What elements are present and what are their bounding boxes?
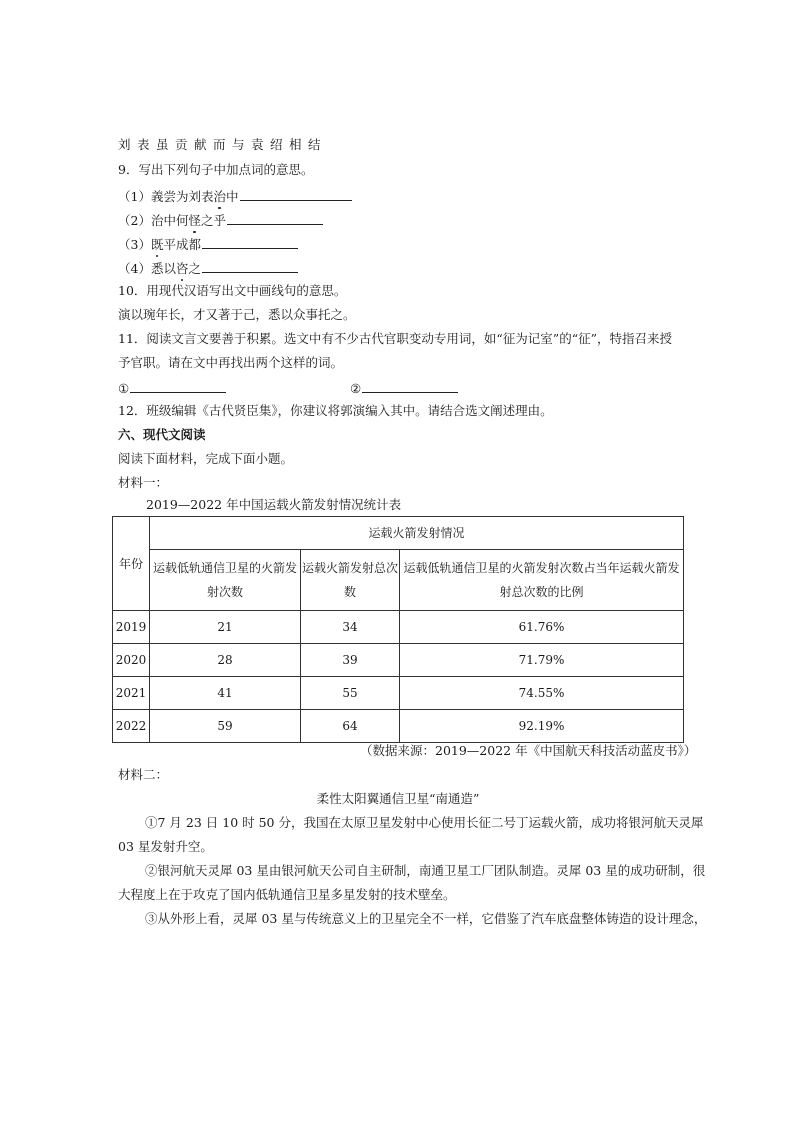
- cell-leo: 59: [150, 710, 301, 743]
- group-header: 运载火箭发射情况: [150, 517, 684, 550]
- table-title: 2019—2022 年中国运载火箭发射情况统计表: [146, 497, 402, 512]
- paragraph-2-line1: ②银河航天灵犀 03 星由银河航天公司自主研制，南通卫星工厂团队制造。灵犀 03 星的成功研制，很: [145, 863, 706, 878]
- section-6-instructions: 阅读下面材料，完成下面小题。: [118, 451, 294, 466]
- cell-total: 39: [301, 644, 400, 677]
- question-10-sentence: 演以琬年长，才又著于己，悉以众事托之。: [118, 307, 356, 322]
- section-6-heading: 六、现代文阅读: [118, 427, 206, 442]
- cell-leo: 28: [150, 644, 301, 677]
- question-11-answer-2: ②: [350, 379, 458, 397]
- answer-blank[interactable]: [130, 379, 226, 393]
- cell-ratio: 92.19%: [400, 710, 684, 743]
- cell-ratio: 71.79%: [400, 644, 684, 677]
- cell-ratio: 61.76%: [400, 611, 684, 644]
- col-header-leo-launches: 运载低轨通信卫星的火箭发射次数: [150, 550, 301, 611]
- dotted-word: 既: [150, 237, 164, 252]
- cell-leo: 21: [150, 611, 301, 644]
- question-9-2: （2）治中何怪之乎: [118, 211, 323, 229]
- table-row: [113, 677, 684, 710]
- article-title: 柔性太阳翼通信卫星“南通造”: [316, 791, 480, 806]
- material-2-label: 材料二：: [118, 767, 169, 782]
- answer-blank[interactable]: [362, 379, 458, 393]
- table-row: [113, 611, 684, 644]
- question-10: 10．用现代汉语写出文中画线句的意思。: [118, 283, 347, 298]
- cell-total: 34: [301, 611, 400, 644]
- paragraph-3-line1: ③从外形上看，灵犀 03 星与传统意义上的卫星完全不一样，它借鉴了汽车底盘整体铸造的设计理念，: [145, 911, 707, 926]
- cell-year: 2020: [113, 644, 150, 677]
- table-source: （数据来源：2019—2022 年《中国航天科技活动蓝皮书》）: [360, 743, 697, 758]
- dotted-word: 怪: [188, 213, 201, 228]
- cell-year: 2021: [113, 677, 150, 710]
- question-9: 9．写出下列句子中加点词的意思。: [118, 162, 314, 177]
- paragraph-2-line2: 大程度上在于攻克了国内低轨通信卫星多星发射的技术壁垒。: [118, 887, 456, 902]
- cell-year: 2022: [113, 710, 150, 743]
- col-header-ratio: 运载低轨通信卫星的火箭发射次数占当年运载火箭发射总次数的比例: [400, 550, 684, 611]
- paragraph-1-line1: ①7 月 23 日 10 时 50 分，我国在太原卫星发射中心使用长征二号丁运载火箭，成功将银河航天灵犀: [145, 815, 704, 830]
- question-11-line1: 11．阅读文言文要善于积累。选文中有不少古代官职变动专用词，如“征为记室”的“征”，特指召来授: [118, 331, 672, 346]
- question-12: 12．班级编辑《古代贤臣集》，你建议将郭演编入其中。请结合选文阐述理由。: [118, 403, 553, 418]
- table-row: [113, 644, 684, 677]
- paragraph-1-line2: 03 星发射升空。: [118, 839, 213, 854]
- launch-stats-table: [112, 516, 684, 743]
- material-1-label: 材料一：: [118, 475, 169, 490]
- cell-ratio: 74.55%: [400, 677, 684, 710]
- question-9-4: （4）悉以咨之: [118, 259, 298, 277]
- answer-blank[interactable]: [227, 211, 323, 225]
- answer-blank[interactable]: [202, 235, 298, 249]
- passage-tail: 刘表虽贡献而与袁绍相结: [118, 137, 328, 152]
- answer-blank[interactable]: [202, 259, 298, 273]
- question-11-line2: 予官职。请在文中再找出两个这样的词。: [118, 355, 344, 370]
- answer-blank[interactable]: [240, 187, 352, 201]
- question-9-3: （3）既平成都: [118, 235, 298, 253]
- cell-year: 2019: [113, 611, 150, 644]
- table-row: [113, 710, 684, 743]
- dotted-word: 治: [213, 189, 226, 204]
- year-header: 年份: [113, 517, 150, 611]
- cell-total: 64: [301, 710, 400, 743]
- col-header-total-launches: 运载火箭发射总次数: [301, 550, 400, 611]
- cell-leo: 41: [150, 677, 301, 710]
- dotted-word: 咨: [175, 261, 189, 276]
- question-11-answer-1: ①: [118, 379, 226, 397]
- cell-total: 55: [301, 677, 400, 710]
- question-9-1: （1）義尝为刘表治中: [118, 187, 352, 205]
